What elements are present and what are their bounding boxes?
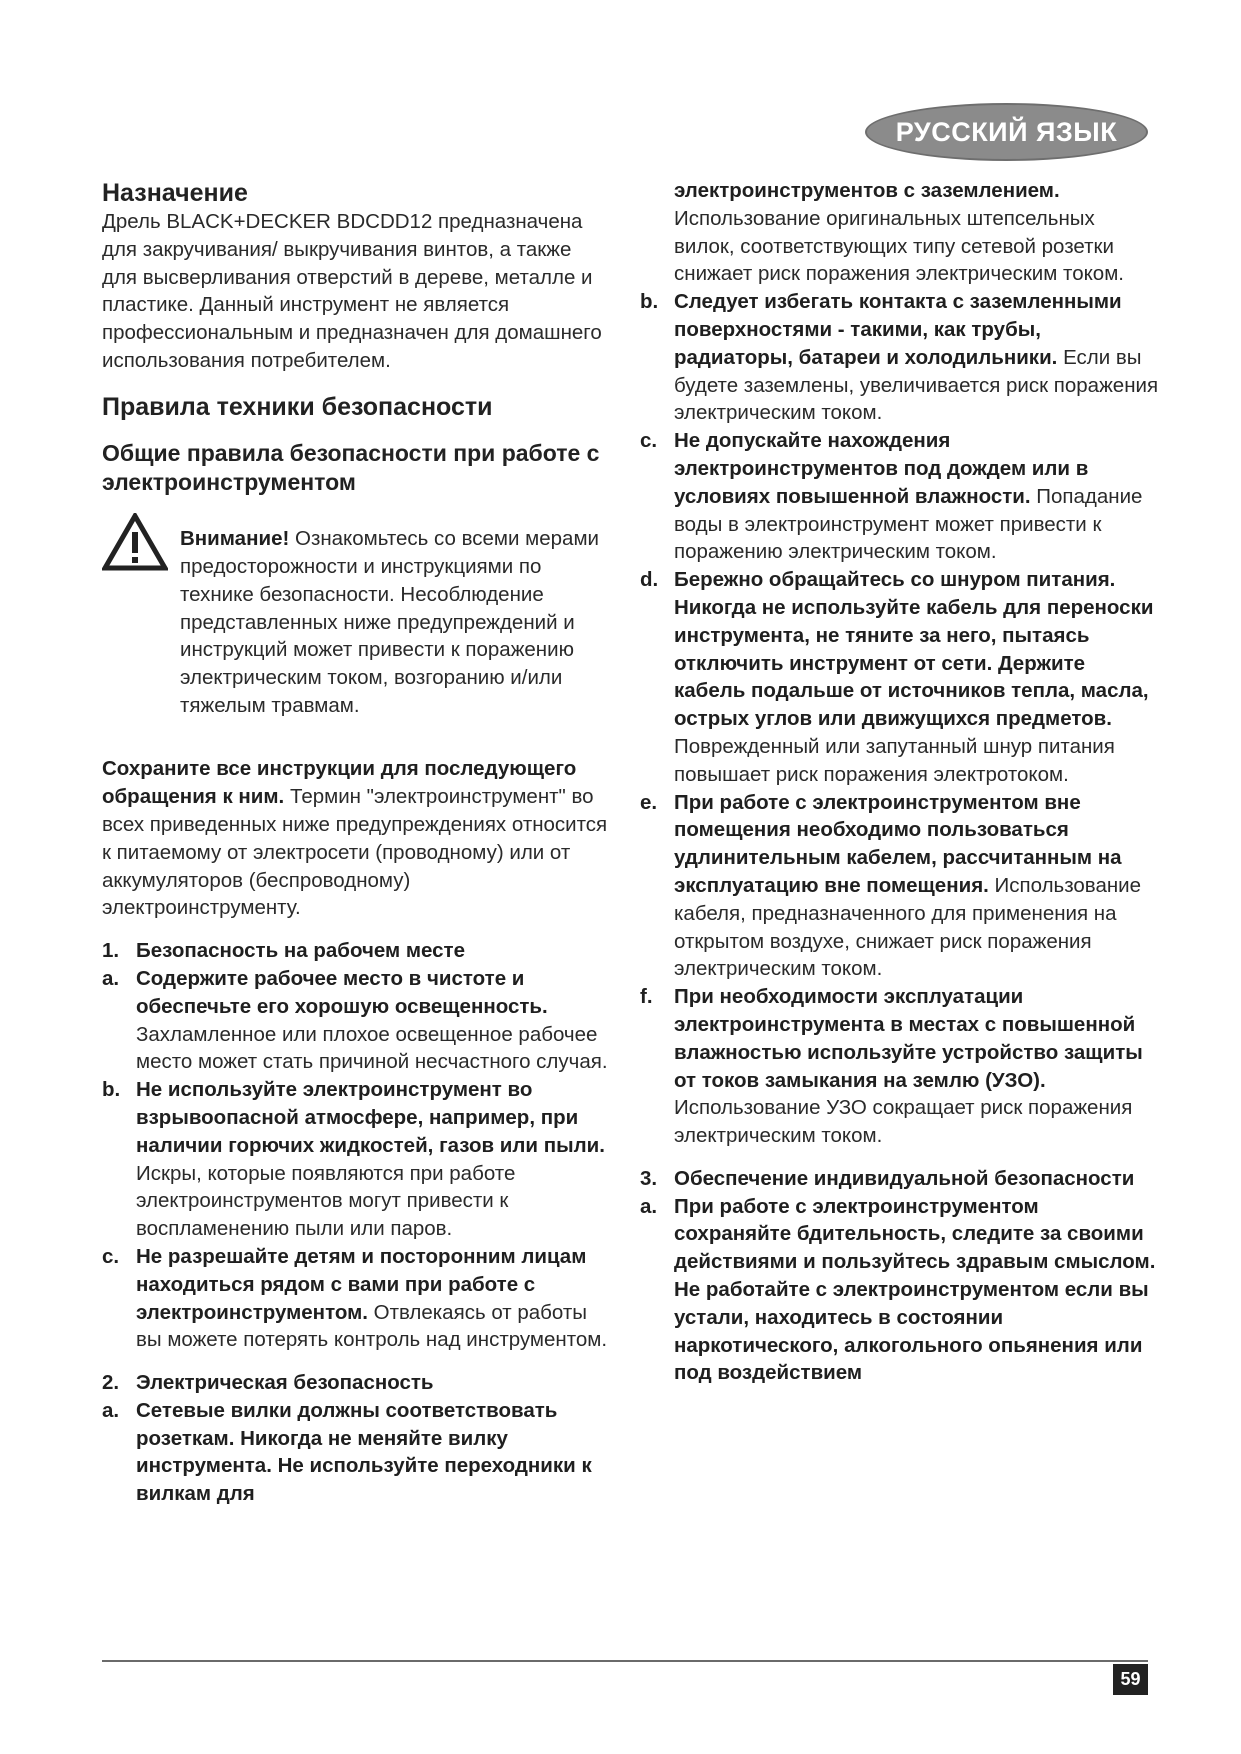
- safety-title: Правила техники безопасности: [102, 392, 493, 421]
- list-item: [640, 983, 1160, 1150]
- language-badge: РУССКИЙ ЯЗЫК: [865, 103, 1148, 161]
- footer-divider: [102, 1660, 1148, 1662]
- list-item: [102, 1243, 612, 1354]
- list-item: [102, 965, 612, 1076]
- list-marker: e.: [640, 790, 658, 814]
- list-marker: b.: [102, 1078, 121, 1102]
- list-item-bold: Не используйте электроинструмент во взрывоопасной атмосфере, например, при наличии горючих жидкостей, газов или пыли.: [136, 1078, 605, 1157]
- purpose-title: Назначение: [102, 179, 248, 207]
- list-item: [640, 789, 1160, 984]
- list-item-text: Использование УЗО сокращает риск поражения электрическим током.: [674, 1096, 1133, 1148]
- section-1-heading: [102, 937, 612, 965]
- list-item-text: Искры, которые появляются при работе электроинструментов могут привести к воспламенению пыли или паров.: [136, 1161, 516, 1241]
- list-item: [640, 288, 1160, 427]
- list-marker: c.: [640, 429, 658, 453]
- save-instructions: [102, 755, 612, 922]
- list-item-text: Если вы будете заземлены, увеличивается риск поражения электрическим током.: [674, 345, 1159, 425]
- page-number: 59: [1113, 1664, 1148, 1695]
- warning-label: Внимание!: [180, 527, 290, 551]
- list-item: [640, 1193, 1160, 1388]
- list-item-text: Использование кабеля, предназначенного для применения на открытом воздухе, снижает риск поражения электрическим током.: [674, 873, 1142, 981]
- list-marker: c.: [102, 1244, 120, 1268]
- list-marker: b.: [640, 290, 659, 314]
- list-item-text: Захламленное или плохое освещенное рабочее место может стать причиной несчастного случая.: [136, 1022, 608, 1074]
- section-title: Обеспечение индивидуальной безопасности: [674, 1166, 1135, 1190]
- save-instructions-bold: Сохраните все инструкции для последующего обращения к ним.: [102, 757, 577, 809]
- list-item-bold: При работе с электроинструментом сохраняйте бдительность, следите за своими действиями и пользуйтесь здравым смыслом. Не работайте с электроинструментом если вы устали, находитесь в состоянии наркотического, алкогольного опьянения или под воздействием: [674, 1194, 1156, 1385]
- list-item-bold: Сетевые вилки должны соответствовать розеткам. Никогда не меняйте вилку инструмента. Не используйте переходники к вилкам для: [136, 1398, 592, 1506]
- list-item-text: Использование оригинальных штепсельных вилок, соответствующих типу сетевой розетки снижает риск поражения электрическим током.: [674, 206, 1124, 286]
- right-column: [640, 177, 1160, 1387]
- list-item-bold: электроинструментов с заземлением.: [674, 179, 1060, 202]
- purpose-text: Дрель BLACK+DECKER BDCDD12 предназначена для закручивания/ выкручивания винтов, а также для высверливания отверстий в дереве, металле и пластике. Данный инструмент не является профессиональным и предназначен для домашнего использования потребителем.: [102, 210, 602, 372]
- section-number: 1.: [102, 939, 120, 963]
- list-item-bold: При необходимости эксплуатации электроинструмента в местах с повышенной влажностью используйте устройство защиты от токов замыкания на землю (УЗО).: [674, 985, 1143, 1092]
- warning-body: Ознакомьтесь со всеми мерами предосторожности и инструкциями по технике безопасности. Несоблюдение представленных ниже предупреждений и инструкций может привести к поражению электрическим током, возгоранию и/или тяжелым травмам.: [180, 527, 599, 718]
- list-item: [102, 1397, 612, 1508]
- save-instructions-text: Термин "электроинструмент" во всех приведенных ниже предупреждениях относится к питаемому от электросети (проводному) или от аккумуляторов (беспроводному) электроинструменту.: [102, 785, 608, 920]
- list-item: [640, 566, 1160, 788]
- list-item-text: Поврежденный или запутанный шнур питания повышает риск поражения электротоком.: [674, 734, 1115, 786]
- list-item-bold: Содержите рабочее место в чистоте и обеспечьте его хорошую освещенность.: [136, 966, 548, 1018]
- list-item-continued: [640, 177, 1160, 288]
- section-number: 2.: [102, 1371, 120, 1395]
- warning-text: [180, 525, 612, 720]
- left-column: [102, 178, 612, 1508]
- general-safety-title: Общие правила безопасности при работе с электроинструментом: [102, 439, 600, 495]
- list-item-bold: Не допускайте нахождения электроинструментов под дождем или в условиях повышенной влажности.: [674, 429, 1089, 508]
- list-item-text: Отвлекаясь от работы вы можете потерять контроль над инструментом.: [136, 1300, 608, 1352]
- section-3-heading: [640, 1165, 1160, 1193]
- list-marker: a.: [102, 966, 120, 990]
- list-item-bold: Следует избегать контакта с заземленными поверхностями - такими, как трубы, радиаторы, батареи и холодильники.: [674, 290, 1122, 369]
- warning-block: [102, 505, 612, 741]
- list-marker: a.: [102, 1398, 120, 1422]
- list-item-bold: Не разрешайте детям и посторонним лицам находиться рядом с вами при работе с электроинструментом.: [136, 1244, 587, 1324]
- list-item-bold: Бережно обращайтесь со шнуром питания. Никогда не используйте кабель для переноски инструмента, не тяните за него, пытаясь отключить инструмент от сети. Держите кабель подальше от источников тепла, масла, острых углов или движущихся предметов.: [674, 568, 1154, 731]
- list-marker: f.: [640, 985, 653, 1009]
- list-item: [640, 427, 1160, 566]
- warning-triangle-icon: [102, 505, 180, 741]
- section-title: Электрическая безопасность: [136, 1371, 434, 1395]
- list-item-bold: При работе с электроинструментом вне помещения необходимо пользоваться удлинительным кабелем, рассчитанным на эксплуатацию вне помещения.: [674, 790, 1122, 897]
- section-title: Безопасность на рабочем месте: [136, 939, 466, 963]
- section-number: 3.: [640, 1166, 658, 1190]
- list-item: [102, 1076, 612, 1243]
- list-marker: a.: [640, 1194, 658, 1218]
- list-item-text: Попадание воды в электроинструмент может привести к поражению электрическим током.: [674, 484, 1143, 564]
- section-2-heading: [102, 1369, 612, 1397]
- list-marker: d.: [640, 568, 659, 592]
